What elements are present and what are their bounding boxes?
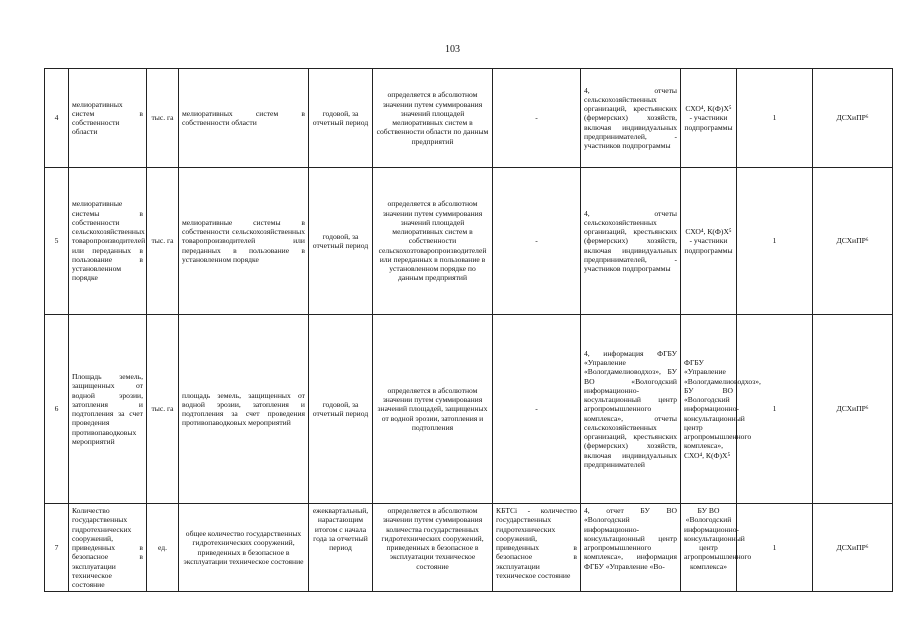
collection-code: 1 [737, 168, 813, 315]
responsible-party: БУ ВО «Вологодский информационно-консультационный центр агропромышленного комплекса» [681, 504, 737, 592]
data-source: 4, отчет БУ ВО «Вологодский информационно-консультационный центр агропромышленного комплекса», информация ФГБУ «Управление «Во- [581, 504, 681, 592]
unit: тыс. га [147, 315, 179, 504]
calculation-method: определяется в абсолютном значении путем суммирования значений площадей, защищенных от водной эрозии, затопления и подтопления [373, 315, 493, 504]
formula-terms: - [493, 315, 581, 504]
indicator-definition: мелиоративных систем в собственности области [179, 69, 309, 168]
responsible-party: СХО⁴, К(Ф)Х⁵ - участники подпрограммы [681, 69, 737, 168]
indicator-table [44, 68, 893, 592]
unit: ед. [147, 504, 179, 592]
row-number: 7 [45, 504, 69, 592]
calculation-method: определяется в абсолютном значении путем суммирования значений площадей мелиоративных систем в собственности сельскохозтоваропроизводителей или переданных в пользование в установленном порядке по данным предприятий [373, 168, 493, 315]
calculation-method: определяется в абсолютном значении путем суммирования количества государственных гидротехнических сооружений, приведенных в безопасное в эксплуатации техническое состояние [373, 504, 493, 592]
indicator-definition: площадь земель, защищенных от водной эрозии, затопления и подтопления за счет проведения противопаводковых мероприятий [179, 315, 309, 504]
responsible-party: СХО⁴, К(Ф)Х⁵ - участники подпрограммы [681, 168, 737, 315]
row-number: 4 [45, 69, 69, 168]
collection-code: 1 [737, 504, 813, 592]
page-number: 103 [445, 44, 460, 55]
formula-terms: - [493, 69, 581, 168]
data-source: 4, отчеты сельскохозяйственных организаций, крестьянских (фермерских) хозяйств, включая индивидуальных предпринимателей, - участников подпрограммы [581, 168, 681, 315]
table-row [45, 69, 893, 168]
collection-code: 1 [737, 315, 813, 504]
indicator-name: Площадь земель, защищенных от водной эрозии, затопления и подтопления за счет проведения противопаводковых мероприятий [69, 315, 147, 504]
responsible-party: ФГБУ «Управление «Вологдамелиоводхоз», БУ ВО «Вологодский информационно-консультационный центр агропромышленного комплекса», СХО⁴, К(Ф)Х⁵ [681, 315, 737, 504]
periodicity: годовой, за отчетный период [309, 168, 373, 315]
table-row [45, 504, 893, 592]
data-source: 4, информация ФГБУ «Управление «Вологдамелиоводхоз», БУ ВО «Вологодский информационно-косультационный центр агропромышленного комплекса», отчеты сельскохозяйственных организаций, крестьянских (фермерских) хозяйств, включая индивидуальных предпринимателей [581, 315, 681, 504]
row-number: 6 [45, 315, 69, 504]
indicator-name: мелиоративных систем в собственности области [69, 69, 147, 168]
row-number: 5 [45, 168, 69, 315]
periodicity: годовой, за отчетный период [309, 69, 373, 168]
unit: тыс. га [147, 69, 179, 168]
collection-code: 1 [737, 69, 813, 168]
table-row [45, 168, 893, 315]
executor: ДСХиПР⁶ [813, 315, 893, 504]
indicator-name: Количество государственных гидротехнических сооружений, приведенных в безопасное в эксплуатации техническое состояние [69, 504, 147, 592]
calculation-method: определяется в абсолютном значении путем суммирования значений площадей мелиоративных систем в собственности области по данным предприятий [373, 69, 493, 168]
executor: ДСХиПР⁶ [813, 504, 893, 592]
executor: ДСХиПР⁶ [813, 168, 893, 315]
periodicity: годовой, за отчетный период [309, 315, 373, 504]
indicator-name: мелиоративные системы в собственности сельскохозяйственных товаропроизводителей или переданных в пользование в установленном порядке [69, 168, 147, 315]
formula-terms: - [493, 168, 581, 315]
periodicity: ежеквартальный, нарастающим итогом с начала года за отчетный период [309, 504, 373, 592]
table-row [45, 315, 893, 504]
data-source: 4, отчеты сельскохозяйственных организаций, крестьянских (фермерских) хозяйств, включая индивидуальных предпринимателей, - участников подпрограммы [581, 69, 681, 168]
unit: тыс. га [147, 168, 179, 315]
indicator-definition: мелиоративные системы в собственности сельскохозяйственных товаропроизводителей или переданных в пользование в установленном порядке [179, 168, 309, 315]
formula-terms: КБТСi - количество государственных гидротехнических сооружений, приведенных в безопасное в эксплуатации техническое состояние [493, 504, 581, 592]
executor: ДСХиПР⁶ [813, 69, 893, 168]
indicator-definition: общее количество государственных гидротехнических сооружений, приведенных в безопасное в эксплуатации техническое состояние [179, 504, 309, 592]
